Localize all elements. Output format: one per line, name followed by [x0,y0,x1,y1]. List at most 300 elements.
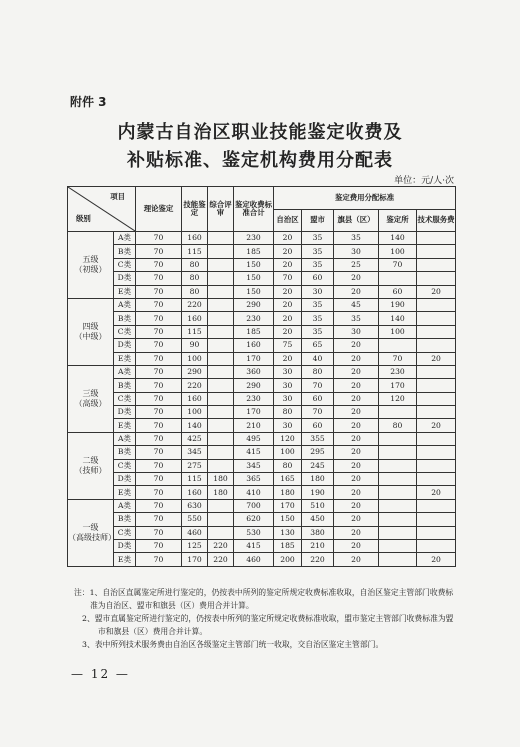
table-row [68,392,456,405]
cell-skill: 275 [182,459,208,472]
header-level: 级别 [76,214,91,224]
cell-review [208,258,234,271]
cell-theory: 70 [136,526,182,539]
cell-region: 30 [274,365,302,378]
cell-station: 80 [379,419,417,432]
table-row [68,258,456,271]
cell-review [208,513,234,526]
cell-league: 190 [302,486,334,499]
cell-theory: 70 [136,339,182,352]
cell-review [208,325,234,338]
cell-station [379,459,417,472]
cell-station: 170 [379,379,417,392]
table-row [68,245,456,258]
cell-station: 190 [379,298,417,311]
cell-review [208,392,234,405]
cell-review [208,419,234,432]
table-row [68,446,456,459]
fee-table-body [68,232,456,567]
cell-review [208,499,234,512]
cell-station [379,526,417,539]
cell-theory: 70 [136,459,182,472]
cell-cat: D类 [114,339,136,352]
cell-station [379,339,417,352]
cell-region: 185 [274,539,302,552]
cell-total: 230 [234,232,274,245]
cell-review [208,245,234,258]
table-row [68,473,456,486]
cell-cat: A类 [114,298,136,311]
cell-cat: A类 [114,499,136,512]
cell-total: 460 [234,553,274,566]
cell-station: 230 [379,365,417,378]
cell-total: 185 [234,245,274,258]
cell-review [208,285,234,298]
cell-banner: 30 [334,245,379,258]
cell-theory: 70 [136,245,182,258]
cell-theory: 70 [136,419,182,432]
cell-tech [417,406,456,419]
cell-skill: 170 [182,553,208,566]
cell-total: 530 [234,526,274,539]
cell-league: 40 [302,352,334,365]
header-skill: 技能鉴定 [182,187,208,232]
cell-cat: B类 [114,379,136,392]
cell-theory: 70 [136,285,182,298]
table-row [68,232,456,245]
cell-cat: A类 [114,365,136,378]
cell-cat: E类 [114,419,136,432]
cell-tech [417,459,456,472]
cell-league: 35 [302,298,334,311]
header-diagonal-cell [68,187,136,232]
cell-tech [417,539,456,552]
cell-tech [417,272,456,285]
cell-review [208,312,234,325]
cell-league: 60 [302,392,334,405]
cell-banner: 20 [334,285,379,298]
cell-total: 160 [234,339,274,352]
cell-review [208,365,234,378]
cell-tech [417,499,456,512]
cell-league: 355 [302,432,334,445]
cell-tech [417,365,456,378]
cell-theory: 70 [136,539,182,552]
cell-tech [417,446,456,459]
cell-tech [417,392,456,405]
cell-station [379,513,417,526]
table-row [68,499,456,512]
cell-review: 180 [208,486,234,499]
header-theory: 理论鉴定 [136,187,182,232]
cell-skill: 115 [182,473,208,486]
cell-total: 415 [234,539,274,552]
level-cell: 四级 （中级） [68,298,114,365]
cell-banner: 20 [334,406,379,419]
cell-region: 165 [274,473,302,486]
cell-review [208,526,234,539]
cell-skill: 460 [182,526,208,539]
cell-theory: 70 [136,352,182,365]
cell-banner: 35 [334,312,379,325]
cell-total: 290 [234,298,274,311]
cell-cat: D类 [114,539,136,552]
cell-region: 20 [274,245,302,258]
table-row [68,365,456,378]
cell-total: 150 [234,272,274,285]
table-row [68,406,456,419]
cell-tech [417,298,456,311]
cell-region: 100 [274,446,302,459]
header-item: 项目 [110,192,125,201]
cell-cat: B类 [114,312,136,325]
cell-cat: E类 [114,285,136,298]
cell-region: 30 [274,419,302,432]
cell-league: 35 [302,325,334,338]
cell-cat: C类 [114,459,136,472]
cell-review: 180 [208,473,234,486]
cell-station [379,539,417,552]
cell-theory: 70 [136,473,182,486]
cell-tech: 20 [417,486,456,499]
cell-station [379,446,417,459]
cell-review [208,272,234,285]
cell-league: 80 [302,365,334,378]
cell-cat: D类 [114,406,136,419]
cell-total: 495 [234,432,274,445]
cell-total: 170 [234,406,274,419]
cell-cat: D类 [114,272,136,285]
cell-region: 20 [274,352,302,365]
cell-theory: 70 [136,513,182,526]
cell-region: 150 [274,513,302,526]
header-review: 综合评审 [208,187,234,232]
cell-review [208,446,234,459]
cell-banner: 35 [334,232,379,245]
cell-theory: 70 [136,392,182,405]
cell-league: 35 [302,245,334,258]
cell-skill: 290 [182,365,208,378]
cell-tech [417,379,456,392]
cell-skill: 630 [182,499,208,512]
cell-tech: 20 [417,285,456,298]
cell-station [379,473,417,486]
cell-league: 180 [302,473,334,486]
cell-region: 200 [274,553,302,566]
cell-league: 30 [302,285,334,298]
table-row [68,339,456,352]
cell-region: 30 [274,392,302,405]
cell-theory: 70 [136,258,182,271]
cell-tech [417,312,456,325]
cell-skill: 220 [182,298,208,311]
cell-total: 230 [234,312,274,325]
cell-league: 35 [302,312,334,325]
cell-cat: E类 [114,352,136,365]
document-title-line1: 内蒙古自治区职业技能鉴定收费及 [117,122,403,143]
cell-banner: 45 [334,298,379,311]
table-row [68,272,456,285]
cell-theory: 70 [136,446,182,459]
cell-tech [417,325,456,338]
cell-theory: 70 [136,432,182,445]
cell-skill: 160 [182,392,208,405]
cell-banner: 20 [334,419,379,432]
cell-skill: 115 [182,325,208,338]
cell-tech [417,232,456,245]
document-title-line2: 补贴标准、鉴定机构费用分配表 [127,150,393,171]
table-row [68,312,456,325]
unit-label: 单位：元/人·次 [394,176,454,186]
cell-station: 70 [379,258,417,271]
cell-station: 140 [379,232,417,245]
cell-region: 80 [274,406,302,419]
attachment-label: 附件 3 [70,95,107,109]
cell-cat: C类 [114,526,136,539]
cell-banner: 20 [334,499,379,512]
table-row [68,298,456,311]
cell-total: 290 [234,379,274,392]
header-distribution: 鉴定费用分配标准 [274,187,456,210]
cell-review [208,406,234,419]
cell-region: 80 [274,459,302,472]
header-league: 盟市 [302,209,334,232]
cell-tech: 20 [417,553,456,566]
cell-theory: 70 [136,379,182,392]
cell-league: 60 [302,272,334,285]
cell-skill: 345 [182,446,208,459]
cell-banner: 20 [334,459,379,472]
cell-theory: 70 [136,499,182,512]
cell-station: 120 [379,392,417,405]
cell-league: 510 [302,499,334,512]
cell-banner: 20 [334,365,379,378]
cell-total: 345 [234,459,274,472]
cell-skill: 160 [182,486,208,499]
cell-station [379,272,417,285]
cell-region: 180 [274,486,302,499]
table-row [68,432,456,445]
table-row [68,513,456,526]
cell-skill: 125 [182,539,208,552]
cell-total: 620 [234,513,274,526]
level-cell: 二级 （技师） [68,432,114,499]
table-row [68,553,456,566]
cell-region: 20 [274,298,302,311]
table-row [68,352,456,365]
cell-tech: 20 [417,352,456,365]
cell-total: 185 [234,325,274,338]
cell-skill: 160 [182,312,208,325]
table-row [68,486,456,499]
cell-review: 220 [208,553,234,566]
header-total: 鉴定收费标准合计 [234,187,274,232]
cell-tech [417,432,456,445]
cell-league: 70 [302,406,334,419]
cell-region: 30 [274,379,302,392]
cell-cat: B类 [114,245,136,258]
cell-region: 20 [274,258,302,271]
cell-skill: 160 [182,232,208,245]
cell-banner: 20 [334,539,379,552]
cell-cat: C类 [114,392,136,405]
cell-total: 410 [234,486,274,499]
cell-league: 450 [302,513,334,526]
cell-league: 35 [302,232,334,245]
cell-theory: 70 [136,365,182,378]
cell-banner: 30 [334,325,379,338]
cell-tech [417,513,456,526]
cell-station: 100 [379,245,417,258]
cell-total: 170 [234,352,274,365]
cell-total: 230 [234,392,274,405]
cell-review [208,339,234,352]
table-row [68,459,456,472]
cell-theory: 70 [136,298,182,311]
cell-theory: 70 [136,312,182,325]
cell-review [208,232,234,245]
cell-theory: 70 [136,272,182,285]
cell-total: 365 [234,473,274,486]
cell-cat: A类 [114,232,136,245]
cell-banner: 20 [334,379,379,392]
table-row [68,419,456,432]
cell-league: 35 [302,258,334,271]
cell-station: 140 [379,312,417,325]
cell-banner: 25 [334,258,379,271]
cell-total: 360 [234,365,274,378]
cell-cat: B类 [114,513,136,526]
cell-skill: 80 [182,258,208,271]
cell-skill: 220 [182,379,208,392]
level-cell: 三级 （高级） [68,365,114,432]
cell-region: 20 [274,232,302,245]
cell-region: 130 [274,526,302,539]
fee-table [67,186,456,567]
cell-tech [417,526,456,539]
cell-banner: 20 [334,432,379,445]
cell-station [379,432,417,445]
cell-station [379,499,417,512]
cell-skill: 115 [182,245,208,258]
cell-region: 120 [274,432,302,445]
cell-league: 70 [302,379,334,392]
cell-league: 65 [302,339,334,352]
cell-region: 20 [274,312,302,325]
cell-region: 170 [274,499,302,512]
level-cell: 一级 （高级技师） [68,499,114,566]
note-2: 2、盟市直属鉴定所进行鉴定的，仍按表中所列的鉴定所规定收费标准收取，盟市鉴定主管部门收费标准为盟市和旗县（区）费用合并计算。 [82,614,454,636]
cell-tech [417,245,456,258]
cell-station: 60 [379,285,417,298]
cell-banner: 20 [334,513,379,526]
cell-banner: 20 [334,392,379,405]
cell-skill: 100 [182,352,208,365]
cell-cat: C类 [114,325,136,338]
cell-league: 210 [302,539,334,552]
cell-league: 380 [302,526,334,539]
cell-review [208,379,234,392]
cell-region: 75 [274,339,302,352]
cell-station [379,553,417,566]
note-1: 注：1、自治区直属鉴定所进行鉴定的，仍按表中所列的鉴定所规定收费标准收取，自治区鉴定主管部门收费标准为自治区、盟市和旗县（区）费用合并计算。 [74,588,454,610]
table-row [68,526,456,539]
cell-skill: 550 [182,513,208,526]
cell-cat: E类 [114,486,136,499]
header-region: 自治区 [274,209,302,232]
cell-tech [417,339,456,352]
cell-cat: B类 [114,446,136,459]
cell-skill: 90 [182,339,208,352]
notes [74,586,454,651]
header-station: 鉴定所 [379,209,417,232]
cell-theory: 70 [136,232,182,245]
cell-region: 70 [274,272,302,285]
cell-skill: 80 [182,272,208,285]
cell-review [208,459,234,472]
cell-station: 100 [379,325,417,338]
cell-banner: 20 [334,446,379,459]
cell-region: 20 [274,285,302,298]
cell-tech: 20 [417,419,456,432]
cell-banner: 20 [334,352,379,365]
cell-theory: 70 [136,486,182,499]
cell-tech [417,258,456,271]
cell-theory: 70 [136,325,182,338]
cell-banner: 20 [334,339,379,352]
cell-league: 245 [302,459,334,472]
table-row [68,539,456,552]
note-3: 3、表中所列技术服务费由自治区各级鉴定主管部门统一收取，交自治区鉴定主管部门。 [82,640,384,649]
cell-banner: 20 [334,473,379,486]
page-number: — 12 — [71,667,130,681]
cell-cat: D类 [114,473,136,486]
header-banner: 旗县（区） [334,209,379,232]
cell-cat: C类 [114,258,136,271]
cell-league: 295 [302,446,334,459]
cell-banner: 20 [334,486,379,499]
cell-station: 70 [379,352,417,365]
cell-skill: 100 [182,406,208,419]
cell-review: 220 [208,539,234,552]
cell-review [208,352,234,365]
cell-total: 700 [234,499,274,512]
cell-banner: 20 [334,272,379,285]
cell-review [208,298,234,311]
level-cell: 五级 （初级） [68,232,114,299]
cell-station [379,406,417,419]
cell-skill: 80 [182,285,208,298]
cell-total: 415 [234,446,274,459]
cell-cat: A类 [114,432,136,445]
cell-total: 210 [234,419,274,432]
cell-total: 150 [234,285,274,298]
table-row [68,325,456,338]
cell-theory: 70 [136,553,182,566]
cell-league: 220 [302,553,334,566]
cell-skill: 425 [182,432,208,445]
cell-total: 150 [234,258,274,271]
cell-review [208,432,234,445]
cell-station [379,486,417,499]
cell-skill: 140 [182,419,208,432]
cell-region: 20 [274,325,302,338]
table-row [68,379,456,392]
table-row [68,285,456,298]
cell-banner: 20 [334,526,379,539]
cell-banner: 20 [334,553,379,566]
cell-theory: 70 [136,406,182,419]
